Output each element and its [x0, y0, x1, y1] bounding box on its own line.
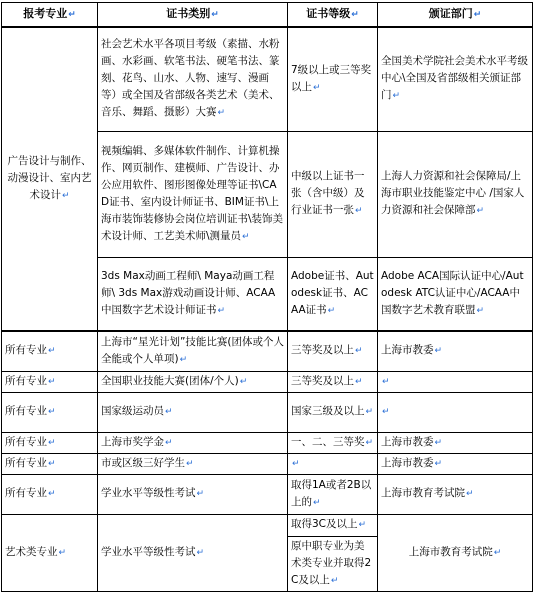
- row-dept: 上海市教育考试院↵: [378, 474, 533, 514]
- row-level: Adobe证书、Autodesk证书、ACAA证书↵: [288, 257, 378, 331]
- row-major: 所有专业↵: [2, 392, 98, 432]
- row-level: 取得1A或者2B以上的↵: [288, 474, 378, 514]
- row-dept: Adobe ACA国际认证中心/Autodesk ATC认证中心/ACAA中国数字艺术教育联盟↵: [378, 257, 533, 331]
- row-level: 国家三级及以上↵: [288, 392, 378, 432]
- row-dept: 上海人力资源和社会保障局/上海市职业技能鉴定中心 /国家人力资源和社会保障部↵: [378, 131, 533, 257]
- row-level: 三等奖及以上↵: [288, 371, 378, 392]
- header-row: [2, 3, 533, 28]
- table-row: [2, 331, 533, 371]
- table-row: [2, 371, 533, 392]
- header-level: 证书等级↵: [288, 3, 378, 28]
- row-category: 社会艺术水平各项目考级（素描、水粉画、水彩画、软笔书法、硬笔书法、篆刻、花鸟、山水、人物、速写、漫画等）或全国及省部级各类艺术（美术、音乐、舞蹈、摄影）大赛↵: [98, 27, 288, 131]
- table-row: [2, 474, 533, 514]
- row-dept: 上海市教委↵: [378, 331, 533, 371]
- row-category: 全国职业技能大赛(团体/个人)↵: [98, 371, 288, 392]
- certificate-table: [1, 2, 533, 592]
- row-dept: 上海市教委↵: [378, 453, 533, 474]
- row-category: 上海市奖学金↵: [98, 432, 288, 453]
- row-category: 学业水平等级性考试↵: [98, 474, 288, 514]
- table-row: [2, 514, 533, 536]
- row-level: 一、二、三等奖↵: [288, 432, 378, 453]
- art-level: 取得3C及以上↵: [288, 514, 378, 536]
- table-row: [2, 27, 533, 131]
- row-dept: 上海市教委↵: [378, 432, 533, 453]
- row-category: 上海市“星光计划”技能比赛(团体或个人全能或个人单项)↵: [98, 331, 288, 371]
- art-major: 艺术类专业↵: [2, 514, 98, 591]
- row-level: 中级以上证书一张（含中级）及行业证书一张↵: [288, 131, 378, 257]
- row-dept: 全国美术学院社会美术水平考级中心\全国及省部级相关颁证部门↵: [378, 27, 533, 131]
- row-category: 国家级运动员↵: [98, 392, 288, 432]
- row-major: 所有专业↵: [2, 432, 98, 453]
- row-dept: ↵: [378, 392, 533, 432]
- table-row: [2, 432, 533, 453]
- group1-major: 广告设计与制作、动漫设计、室内艺术设计↵: [2, 27, 98, 331]
- art-dept: 上海市教育考试院↵: [378, 514, 533, 591]
- row-category: 视频编辑、多媒体软件制作、计算机操作、网页制作、建模师、广告设计、办公应用软件、图形图像处理等证书\CAD证书、室内设计师证书、BIM证书\上海市装饰装修协会岗位培训证书\装饰美术设计师、工艺美术师\测量员↵: [98, 131, 288, 257]
- art-level: 原中职专业为美术类专业并取得2C及以上↵: [288, 536, 378, 591]
- art-category: 学业水平等级性考试↵: [98, 514, 288, 591]
- row-major: 所有专业↵: [2, 371, 98, 392]
- row-category: 市或区级三好学生↵: [98, 453, 288, 474]
- row-dept: ↵: [378, 371, 533, 392]
- table-row: [2, 392, 533, 432]
- header-major: 报考专业↵: [2, 3, 98, 28]
- header-category: 证书类别↵: [98, 3, 288, 28]
- row-major: 所有专业↵: [2, 474, 98, 514]
- row-level: 7级以上或三等奖以上↵: [288, 27, 378, 131]
- row-category: 3ds Max动画工程师\ Maya动画工程师\ 3ds Max游戏动画设计师、ACAA中国数字艺术设计师证书↵: [98, 257, 288, 331]
- row-major: 所有专业↵: [2, 453, 98, 474]
- header-dept: 颁证部门↵: [378, 3, 533, 28]
- row-level: ↵: [288, 453, 378, 474]
- row-level: 三等奖及以上↵: [288, 331, 378, 371]
- row-major: 所有专业↵: [2, 331, 98, 371]
- table-row: [2, 453, 533, 474]
